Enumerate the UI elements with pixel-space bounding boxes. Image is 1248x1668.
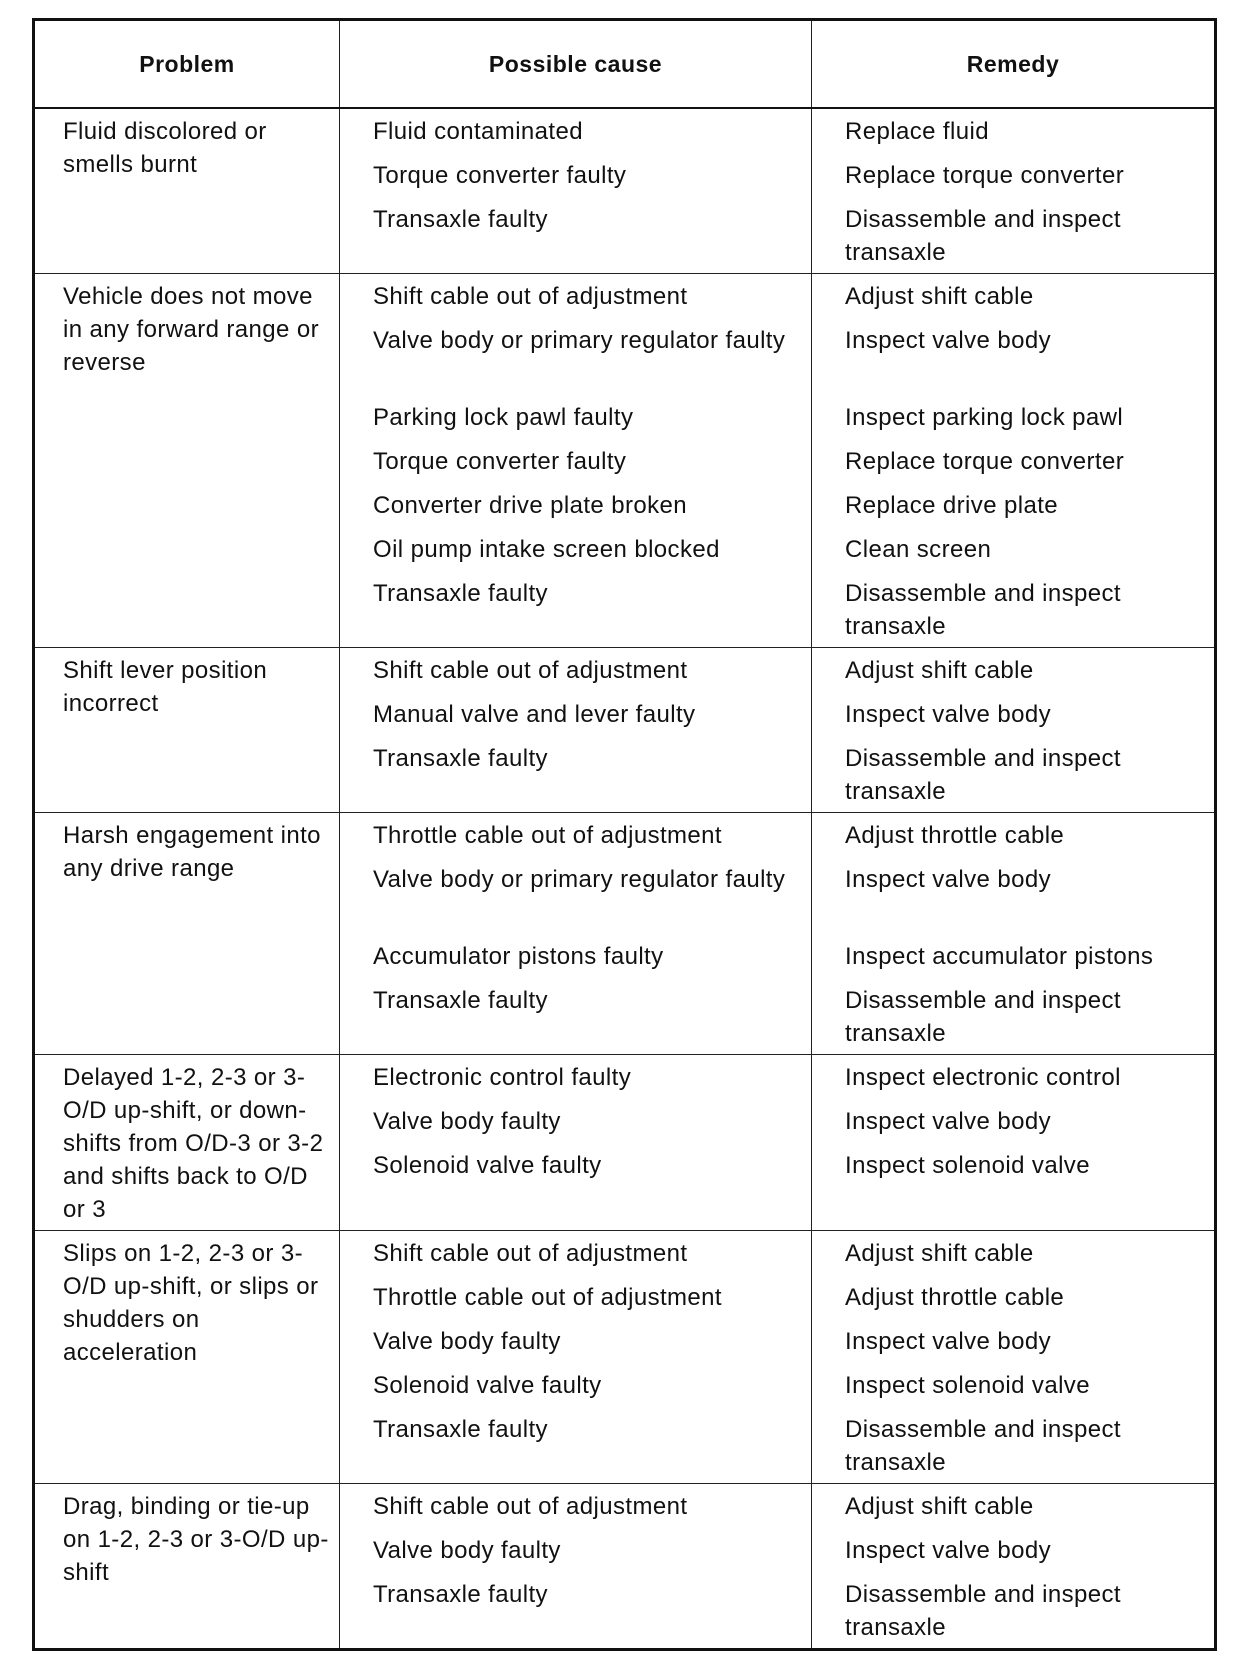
cause-text: Manual valve and lever faulty [373, 701, 696, 728]
remedy-text: Inspect accumulator pistons [845, 943, 1154, 970]
table-row [34, 1484, 1216, 1650]
remedy-text: Disassemble and inspect transaxle [845, 206, 1122, 266]
header-possible-cause: Possible cause [340, 20, 812, 109]
cause-text: Valve body or primary regulator faulty [373, 327, 786, 354]
possible-cause-cell [340, 274, 812, 648]
header-remedy: Remedy [812, 20, 1216, 109]
problem-cell: Vehicle does not move in any forward range or reverse [34, 274, 340, 648]
cause-text: Valve body faulty [373, 1108, 561, 1135]
remedy-cell [812, 108, 1216, 274]
possible-cause-cell [340, 1231, 812, 1484]
troubleshooting-table [32, 18, 1217, 1651]
remedy-text: Adjust shift cable [845, 283, 1034, 310]
remedy-text: Inspect solenoid valve [845, 1152, 1090, 1179]
remedy-text: Disassemble and inspect transaxle [845, 745, 1122, 805]
remedy-cell [812, 813, 1216, 1055]
remedy-text: Inspect valve body [845, 701, 1051, 728]
remedy-text: Disassemble and inspect transaxle [845, 987, 1122, 1047]
remedy-text: Inspect valve body [845, 866, 1051, 893]
remedy-text: Adjust throttle cable [845, 1284, 1065, 1311]
cause-text: Valve body faulty [373, 1537, 561, 1564]
problem-cell: Slips on 1-2, 2-3 or 3-O/D up-shift, or slips or shudders on acceleration [34, 1231, 340, 1484]
header-problem: Problem [34, 20, 340, 109]
remedy-text: Adjust shift cable [845, 657, 1034, 684]
remedy-cell [812, 1484, 1216, 1650]
cause-text: Solenoid valve faulty [373, 1372, 602, 1399]
remedy-text: Replace torque converter [845, 162, 1125, 189]
cause-text: Throttle cable out of adjustment [373, 822, 722, 849]
remedy-cell [812, 1055, 1216, 1231]
cause-text: Converter drive plate broken [373, 492, 688, 519]
cause-text: Shift cable out of adjustment [373, 283, 688, 310]
remedy-text: Replace fluid [845, 118, 989, 145]
remedy-text: Replace torque converter [845, 448, 1125, 475]
remedy-cell [812, 648, 1216, 813]
problem-cell: Harsh engagement into any drive range [34, 813, 340, 1055]
remedy-cell [812, 274, 1216, 648]
cause-text: Transaxle faulty [373, 580, 548, 607]
cause-text: Valve body or primary regulator faulty [373, 866, 786, 893]
remedy-text: Disassemble and inspect transaxle [845, 1416, 1122, 1476]
remedy-text: Inspect valve body [845, 1108, 1051, 1135]
cause-text: Throttle cable out of adjustment [373, 1284, 722, 1311]
cause-text: Transaxle faulty [373, 987, 548, 1014]
table-row [34, 648, 1216, 813]
problem-cell: Fluid discolored or smells burnt [34, 108, 340, 274]
cause-text: Solenoid valve faulty [373, 1152, 602, 1179]
possible-cause-cell [340, 813, 812, 1055]
remedy-text: Disassemble and inspect transaxle [845, 580, 1122, 640]
remedy-text: Adjust shift cable [845, 1240, 1034, 1267]
possible-cause-cell [340, 1484, 812, 1650]
header-row [34, 20, 1216, 109]
remedy-text: Adjust shift cable [845, 1493, 1034, 1520]
cause-text: Accumulator pistons faulty [373, 943, 664, 970]
problem-cell: Drag, binding or tie-up on 1-2, 2-3 or 3-O/D up-shift [34, 1484, 340, 1650]
remedy-text: Inspect valve body [845, 1328, 1051, 1355]
table-row [34, 108, 1216, 274]
cause-text: Oil pump intake screen blocked [373, 536, 720, 563]
cause-text: Parking lock pawl faulty [373, 404, 634, 431]
possible-cause-cell [340, 108, 812, 274]
cause-text: Torque converter faulty [373, 162, 627, 189]
remedy-text: Inspect electronic control [845, 1064, 1121, 1091]
remedy-cell [812, 1231, 1216, 1484]
possible-cause-cell [340, 648, 812, 813]
remedy-text: Clean screen [845, 536, 992, 563]
cause-text: Torque converter faulty [373, 448, 627, 475]
cause-text: Fluid contaminated [373, 118, 583, 145]
cause-text: Electronic control faulty [373, 1064, 632, 1091]
table-row [34, 813, 1216, 1055]
cause-text: Shift cable out of adjustment [373, 1240, 688, 1267]
possible-cause-cell [340, 1055, 812, 1231]
remedy-text: Replace drive plate [845, 492, 1059, 519]
remedy-text: Inspect valve body [845, 327, 1051, 354]
remedy-text: Inspect parking lock pawl [845, 404, 1124, 431]
remedy-text: Disassemble and inspect transaxle [845, 1581, 1122, 1641]
cause-text: Shift cable out of adjustment [373, 1493, 688, 1520]
problem-cell: Delayed 1-2, 2-3 or 3-O/D up-shift, or down-shifts from O/D-3 or 3-2 and shifts back to O/D or 3 [34, 1055, 340, 1231]
table-row [34, 1055, 1216, 1231]
remedy-text: Inspect solenoid valve [845, 1372, 1090, 1399]
table-body [34, 108, 1216, 1650]
cause-text: Valve body faulty [373, 1328, 561, 1355]
cause-text: Transaxle faulty [373, 745, 548, 772]
table-row [34, 1231, 1216, 1484]
cause-text: Transaxle faulty [373, 1416, 548, 1443]
cause-text: Shift cable out of adjustment [373, 657, 688, 684]
cause-text: Transaxle faulty [373, 206, 548, 233]
remedy-text: Inspect valve body [845, 1537, 1051, 1564]
problem-cell: Shift lever position incorrect [34, 648, 340, 813]
table-row [34, 274, 1216, 648]
remedy-text: Adjust throttle cable [845, 822, 1065, 849]
cause-text: Transaxle faulty [373, 1581, 548, 1608]
